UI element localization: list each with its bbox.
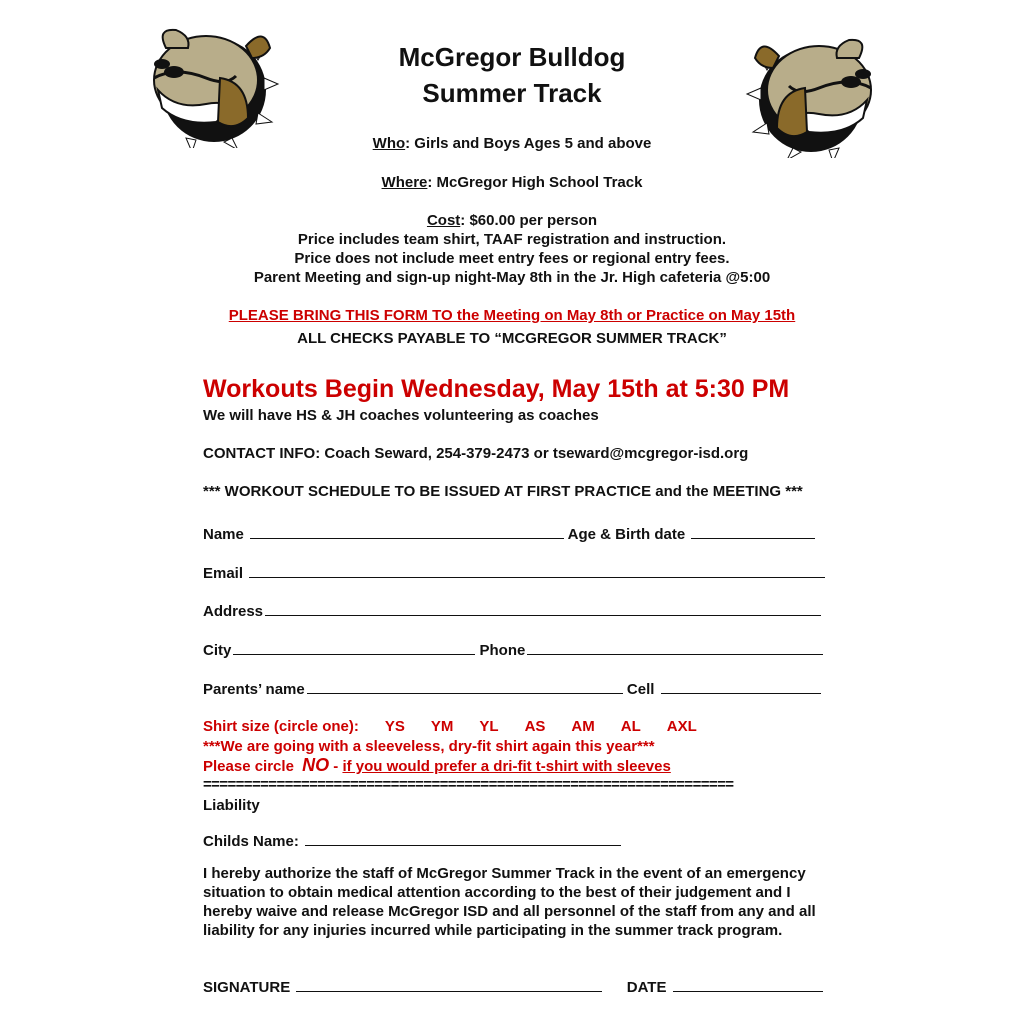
shirt-size-label: Shirt size (circle one): <box>203 718 359 735</box>
cell-label: Cell <box>626 681 655 698</box>
signature-row <box>203 976 823 997</box>
size-option[interactable]: AXL <box>666 718 697 735</box>
size-option[interactable]: AM <box>571 718 595 735</box>
size-option[interactable]: YS <box>384 718 405 735</box>
circle-prefix: Please circle <box>203 758 294 775</box>
name-row <box>203 523 815 544</box>
name-field[interactable] <box>250 523 564 539</box>
price-includes: Price includes team shirt, TAAF registration and instruction. <box>297 231 727 248</box>
childs-name-label: Childs Name: <box>203 833 299 850</box>
name-label: Name <box>203 526 244 543</box>
circle-suffix: if you would prefer a dri-fit t-shirt with sleeves <box>342 758 671 775</box>
age-label: Age & Birth date <box>567 526 686 543</box>
size-option[interactable]: YM <box>430 718 454 735</box>
parents-row <box>203 678 821 699</box>
address-label: Address <box>203 603 264 620</box>
address-field[interactable] <box>265 600 821 616</box>
page-title-line2: Summer Track <box>422 78 602 108</box>
page-title-line1: McGregor Bulldog <box>398 42 626 72</box>
parents-name-field[interactable] <box>307 678 623 694</box>
signature-label: SIGNATURE <box>203 979 291 996</box>
who-line <box>0 134 1024 153</box>
circle-no-option[interactable]: NO <box>302 755 330 775</box>
parents-label: Parents’ name <box>203 681 305 698</box>
workouts-headline: Workouts Begin Wednesday, May 15th at 5:30 PM <box>203 375 790 403</box>
address-row <box>203 600 821 621</box>
where-label: Where <box>381 174 428 191</box>
sleeve-preference-row <box>203 756 671 776</box>
email-label: Email <box>203 565 244 582</box>
size-option[interactable]: AL <box>620 718 641 735</box>
shirt-size-row <box>203 717 723 736</box>
date-label: DATE <box>626 979 667 996</box>
childs-name-field[interactable] <box>305 830 621 846</box>
phone-field[interactable] <box>527 639 823 655</box>
signature-field[interactable] <box>296 976 602 992</box>
date-field[interactable] <box>673 976 823 992</box>
size-option[interactable]: YL <box>479 718 499 735</box>
contact-info: CONTACT INFO: Coach Seward, 254-379-2473 or tseward@mcgregor-isd.org <box>203 445 749 462</box>
waiver-text: I hereby authorize the staff of McGregor Summer Track in the event of an emergency situation to obtain medical attention according to the best of their judgement and I hereby waive and release McGregor ISD and all personnel of the staff from any and all liability for any injuries incurred while participating in the summer track program. <box>203 865 816 939</box>
cost-line <box>0 211 1024 230</box>
where-line <box>0 173 1024 192</box>
size-option[interactable]: AS <box>524 718 546 735</box>
city-label: City <box>203 642 232 659</box>
email-row <box>203 562 825 583</box>
bring-form-notice: PLEASE BRING THIS FORM TO the Meeting on May 8th or Practice on May 15th <box>228 307 796 324</box>
circle-dash: - <box>329 758 343 775</box>
schedule-note: *** WORKOUT SCHEDULE TO BE ISSUED AT FIRST PRACTICE and the MEETING *** <box>203 483 803 500</box>
email-field[interactable] <box>249 562 825 578</box>
who-label: Who <box>372 135 406 152</box>
who-value: : Girls and Boys Ages 5 and above <box>405 135 652 152</box>
cost-value: : $60.00 per person <box>460 212 598 229</box>
age-birthdate-field[interactable] <box>691 523 815 539</box>
cell-field[interactable] <box>661 678 821 694</box>
checks-payable: ALL CHECKS PAYABLE TO “MCGREGOR SUMMER TRACK” <box>297 330 727 347</box>
coaches-note: We will have HS & JH coaches volunteering as coaches <box>203 407 599 424</box>
cost-label: Cost <box>426 212 461 229</box>
phone-label: Phone <box>479 642 526 659</box>
parent-meeting: Parent Meeting and sign-up night-May 8th in the Jr. High cafeteria @5:00 <box>253 269 771 286</box>
sleeveless-note: ***We are going with a sleeveless, dry-fit shirt again this year*** <box>203 738 655 755</box>
where-value: : McGregor High School Track <box>427 174 643 191</box>
separator-line: ================================================================= <box>203 776 734 793</box>
childs-name-row <box>203 830 621 851</box>
city-field[interactable] <box>233 639 475 655</box>
city-row <box>203 639 823 660</box>
price-excludes: Price does not include meet entry fees or regional entry fees. <box>294 250 730 267</box>
liability-heading: Liability <box>203 797 260 814</box>
